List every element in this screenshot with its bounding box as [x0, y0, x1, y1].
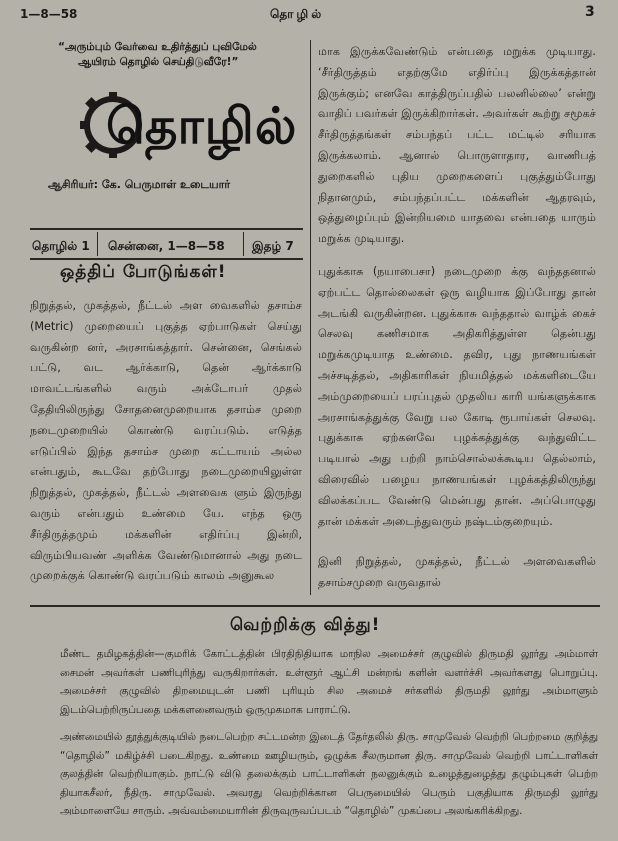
article-heading: ஒத்திப் போடுங்கள்!: [60, 262, 227, 282]
motto-line-2: ஆயிரம் தொழில் செய்திடுவீரே!”: [78, 56, 239, 68]
article-2-paragraph-2: அண்மையில் தூத்துக்குடியில் நடைபெற்ற சட்டமன்ற இடைத் தேர்தலில் திரு. சாமுவேல் வெற்றி பெற்றமை குறித்து “தொழில்” மகிழ்ச்சி படைகிறது. உண்மை ஊழியரும், ஒழுக்க சீலருமான திரு. சாமுவேல் வெற்றி பாட்டாளிகள் குலத்தின் வெற்றியாகும். நாட்டு விடு தலைக்கும் பாட்டாளிகள் நலனுக்கும் உழைத்துழைத்து தழும்புகள் பெற்ற தியாகசீலர், நீதிரு. சாமுவேல். அவரது வெற்றிக்கான பெருமையில் பெரும் பகுதியாக திருமதி லூர்து அம்மாளையே சாரும். அவ்வம்மையாரின் திருவுருவப்படம் “தொழில்” முகப்பை அலங்கரிக்கிறது.: [60, 731, 598, 817]
article-2-heading: வெற்றிக்கு வித்து!: [230, 615, 381, 635]
issue-bar-divider: [243, 232, 244, 256]
section-separator: [30, 605, 600, 607]
masthead-title: தொழில்: [106, 97, 298, 155]
article-right-column-part-3: இனி நிறுத்தல், முகத்தல், நீட்டல் அளவைகளில் தசாம்சமுறை வருவதால்: [318, 555, 596, 589]
page-number: 3: [585, 4, 595, 20]
editor-line: ஆசிரியர்: கே. பெருமாள் உடையார்: [48, 178, 231, 191]
column-divider: [310, 40, 311, 595]
masthead-logo: [78, 90, 298, 162]
issue-number: இதழ் 7: [252, 239, 294, 253]
issue-bar-bottom-rule: [30, 258, 303, 260]
issue-bar-top-rule: [30, 228, 303, 230]
article-left-column: நிறுத்தல், முகத்தல், நீட்டல் அள வைகளில் தசாம்ச (Metric) முறையைப் புகுத்த ஏற்பாடுகள் செய்து வருகின்ற னர், அரசாங்கத்தார். சென்னை, செங்கல் பட்டு, வட ஆர்க்காடு, தென் ஆர்க்காடு மாவட்டங்களில் வரும் அக்டோபர் முதல் தேதியிலிருந்து சோதனைமுறையாக தசாம்ச முறை நடைமுறையில் கொண்டு வரப்படும். எடுத்த எடுப்பில் இந்த தசாம்ச முறை கட்டாயம் அல்ல என்பதும், கூடவே தற்போது நடைமுறையிலுள்ள நிறுத்தல், முகத்தல், நீட்டல் அளவைக ளும் இருந்து வரும் என்பதும் உண்மை யே. எந்த ஒரு சீர்திருத்தமும் மக்களின் எதிர்ப்பு இன்றி, விரும்பியவண் அளிக்க வேண்டுமானால் அது நடை முறைக்குக் கொண்டு வரப்படும் காலம் அனுகூல: [30, 299, 302, 583]
article-right-column-part-2: புதுக்காசு (நயாபைசா) நடைமுறை க்கு வந்ததனால் ஏற்பட்ட தொல்லைகள் ஒரு வழியாக இப்போது தான் அடங்கி வருகின்றன. புதுக்காசு வந்ததால் வாழ்க் கைச் செலவு கணிசமாக அதிகரித்துள்ள தென்பது மறுக்கமுடியாத உண்மை. தவிர, புது நாணயங்கள் அச்சடித்தல், அதிகாரிகள் நியமித்தல் மக்களிடையே அம்முறையைப் பரப்புதல் முதலிய காரி யங்களுக்காக அரசாங்கத்துக்கு வேறு பல கோடி ரூபாய்கள் செலவு. புதுக்காசு ஏற்கனவே புழக்கத்துக்கு வந்துவிட்ட படியால் அது பற்றி நாம்சொல்லக்கூடிய தெல்லாம், விரைவில் பழைய நாணயங்கள் புழக்கத்திலிருந்து விலக்கப்பட வேண்டு மென்பது தான். அப்பொழுது தான் மக்கள் அடைந்துவரும் நஷ்டம்குறையும்.: [318, 265, 596, 528]
article-2-paragraph-1: மீண்ட தமிழகத்தின்—குமரிக் கோட்டத்தின் பிரதிநிதியாக மாநில அமைச்சர் குழுவில் திருமதி லூர்து அம்மாள் சைமன் அவர்கள் பணிபுரிந்து வருகிறார்கள். உள்ளூர் ஆட்சி மன்றங் களின் வளர்ச்சி அவர்களது பொறுப்பு. அமைச்சர் குழுவில் திறமையுடன் பணி புரியும் சில அமைச் சர்களில் திருமதி லூர்து அம்மாளும் இடம்பெற்றிருப்பதை மக்களனைவரும் ஒருமுகமாக பாராட்டு.: [60, 648, 598, 716]
page-date: 1—8—58: [20, 7, 78, 21]
motto: [58, 40, 257, 70]
issue-place-date: சென்னை, 1—8—58: [108, 239, 225, 253]
motto-line-1: “அரும்பும் வேர்வை உதிர்த்துப் புவிமேல்: [58, 41, 257, 53]
article-right-column-part-1: மாக இருக்கவேண்டும் என்பதை மறுக்க முடியாது. ‘சீர்திருத்தம் எதற்குமே எதிர்ப்பு இருக்கத்தான் இருக்கும்; எனவே காத்திருப்பதில் பலனில்லை’ என்று வாதிப் பவர்கள் இருக்கிறார்கள். அவர்கள் கூற்று சமூகச் சீர்திருத்தங்கள் சம்பந்தப் பட்ட மட்டில் சரியாக இருக்கலாம். ஆனால் பொருளாதார, வாணிபத் துறைகளில் புதிய முறைகளைப் புகுத்தும்போது நிதானமும், சம்பந்தப்பட்ட மக்களின் ஆதரவும், ஒத்துழைப்பும் இன்றியமை யாதவை என்பதை யாரும் மறுக்க முடியாது.: [318, 45, 596, 246]
issue-volume: தொழில் 1: [32, 239, 90, 253]
issue-bar-divider: [97, 232, 98, 256]
running-title: தொழில்: [270, 7, 325, 21]
